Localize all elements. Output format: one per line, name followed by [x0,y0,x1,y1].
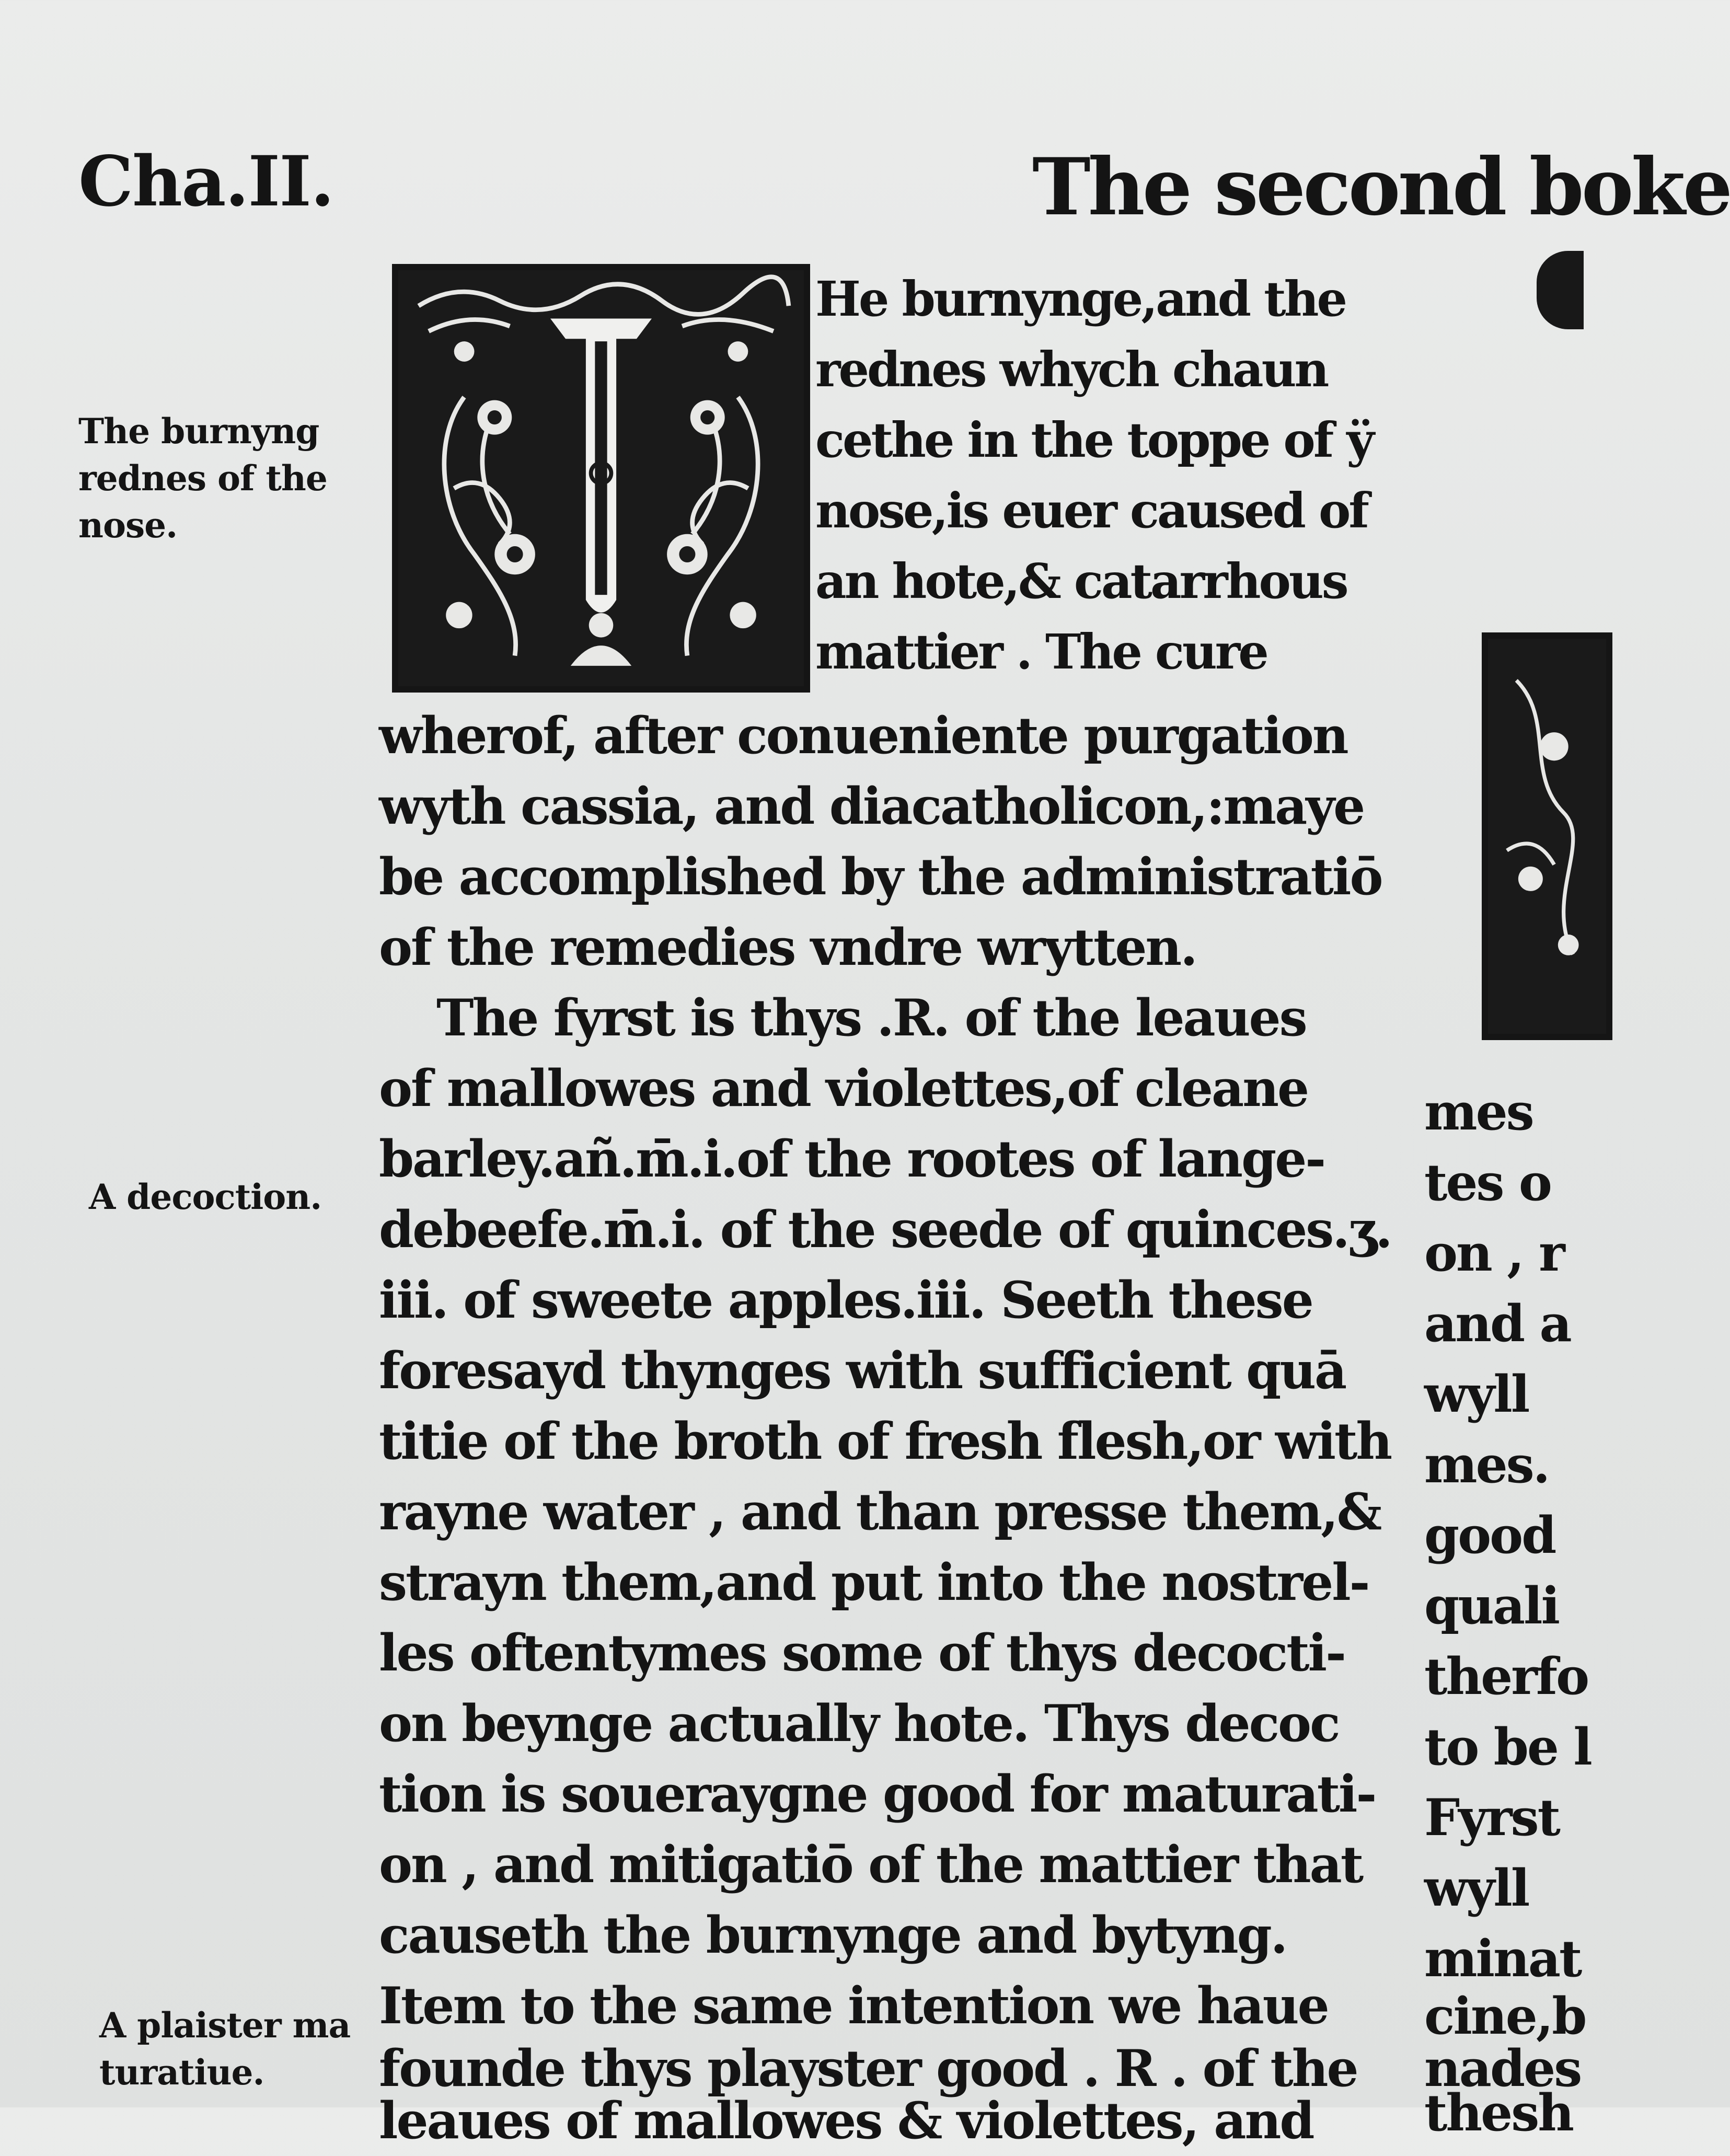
right-column-initial-fragment [1537,251,1584,329]
text-line: cethe in the toppe of ÿ [815,412,1373,468]
right-text-line: minat [1424,1929,1581,1988]
text-line: an hote,& catarrhous [815,553,1347,609]
running-head-book-title: The second boke [1032,141,1730,233]
right-text-line: tes o [1424,1153,1551,1212]
side-note-line: rednes of the [78,458,327,499]
right-text-line: mes. [1424,1435,1549,1494]
running-head-chapter: Cha.II. [78,141,333,222]
text-line: barley.añ.m̄.i.of the rootes of lange- [379,1129,1325,1189]
right-initial-artwork [1488,639,1606,1034]
right-text-line: cine,b [1424,1987,1586,2046]
text-line: tion is soueraygne good for maturati- [379,1765,1376,1824]
side-note-plaister [99,2002,350,2096]
side-note-line: A plaister ma [99,2005,351,2046]
right-text-line: therfo [1424,1647,1588,1706]
text-line: les oftentymes some of thys decocti- [379,1623,1345,1682]
text-line: iii. of sweete apples.iii. Seeth these [379,1271,1312,1330]
side-note-burning-redness [78,408,327,549]
text-line: on , and mitigatiō of the mattier that [379,1835,1363,1894]
text-line: strayn them,and put into the nostrel- [379,1553,1369,1612]
text-line: causeth the burnynge and bytyng. [379,1906,1287,1965]
right-text-line: good [1424,1506,1555,1565]
side-note-line: A decoction. [89,1177,322,1217]
text-line: He burnynge,and the [815,271,1346,327]
side-note-decoction [89,1173,321,1220]
right-text-line: quali [1424,1576,1559,1635]
right-text-line: Fyrst [1424,1788,1559,1847]
decorated-initial-t [392,264,810,693]
right-text-line: wyll [1424,1859,1529,1918]
text-line: founde thys playster good . R . of the [379,2039,1357,2098]
right-text-line: to be l [1424,1717,1591,1777]
text-line: debeefe.m̄.i. of the seede of quinces.ʒ. [379,1200,1391,1259]
right-text-line: nades [1424,2039,1581,2098]
text-line: of the remedies vndre wrytten. [379,918,1196,977]
side-note-line: turatiue. [99,2052,264,2093]
text-line: wyth cassia, and diacatholicon,:maye [379,777,1364,836]
text-line: wherof, after conueniente purgation [379,706,1347,765]
text-line: The fyrst is thys .R. of the leaues [436,988,1306,1047]
right-text-line: mes [1424,1082,1533,1142]
text-line: rayne water , and than presse them,& [379,1482,1381,1541]
right-text-line: thesh [1424,2083,1573,2142]
text-line: nose,is euer caused of [815,482,1367,539]
right-text-line: on , r [1424,1224,1564,1283]
side-note-line: nose. [78,505,178,546]
decorated-initial-artwork [398,270,804,686]
text-line: be accomplished by the administratiō [379,847,1382,906]
right-column-decorated-initial [1482,632,1612,1040]
side-note-line: The burnyng [78,411,319,452]
right-text-line: and a [1424,1294,1571,1353]
text-line: leaues of mallowes & violettes, and [379,2091,1313,2150]
text-line: mattier . The cure [815,624,1267,680]
text-line: titie of the broth of fresh flesh,or with [379,1412,1391,1471]
right-text-line: wyll [1424,1365,1529,1424]
text-line: rednes whych chaun [815,341,1328,398]
text-line: on beynge actually hote. Thys decoc [379,1694,1339,1753]
text-line: foresayd thynges with sufficient quā [379,1341,1346,1400]
text-line: of mallowes and violettes,of cleane [379,1059,1308,1118]
text-line: Item to the same intention we haue [379,1976,1328,2035]
